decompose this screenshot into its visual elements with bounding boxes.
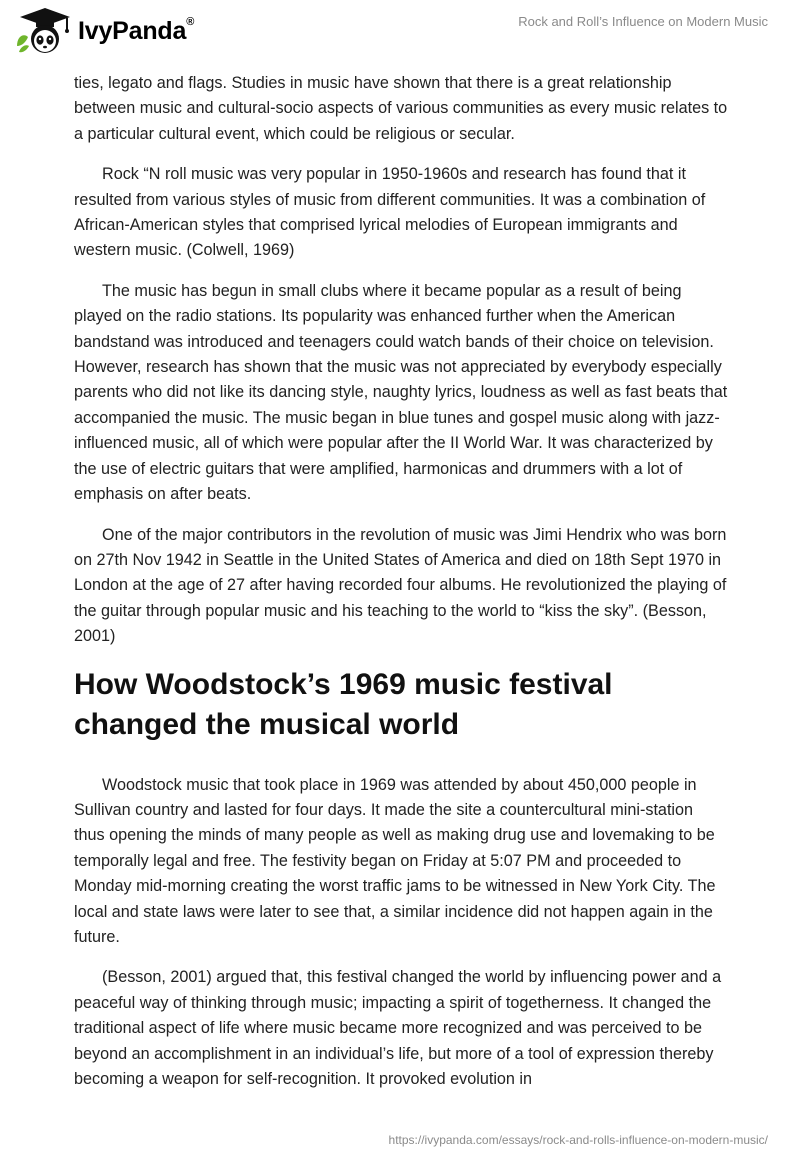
brand-logo[interactable] [14,6,194,56]
page-header [0,0,800,60]
section-heading: How Woodstock’s 1969 music festival changed the musical world [74,667,613,741]
essay-body [74,71,728,1107]
paragraph: Woodstock music that took place in 1969 was attended by about 450,000 people in Sullivan country and lasted for four days. It made the site a countercultural mini-station thus opening the minds of many people as well as making drug use and lovemaking to be temporally legal and free. The festivity began on Friday at 5:07 PM and proceeded to Monday mid-morning creating the worst traffic jams to be witnessed in New York City. The local and state laws were later to see that, a similar incidence did not happen again in the future. [74,775,716,946]
paragraph: Rock “N roll music was very popular in 1950-1960s and research has found that it resulted from various styles of music from different communities. It was a combination of African-American styles that comprised lyrical melodies of European immigrants and western music. (Colwell, 1969) [74,165,706,260]
registered-mark: ® [186,16,195,29]
paragraph: (Besson, 2001) argued that, this festival changed the world by influencing power and a peaceful way of thinking through music; impacting a spirit of togetherness. It changed the traditional aspect of life where music became more recognized and was perceived to be beyond an accomplishment in an individual’s life, but more of a tool of expression thereby becoming a weapon for self-recognition. It provoked evolution in [74,968,722,1088]
brand-name: IvyPanda® [78,16,195,45]
paragraph: ties, legato and flags. Studies in music have shown that there is a great relationship between music and cultural-socio aspects of various communities as every music relates to a particular cultural event, which could be religious or secular. [74,74,728,143]
document-title: Rock and Roll’s Influence on Modern Music [518,14,768,29]
source-url[interactable]: https://ivypanda.com/essays/rock-and-rolls-influence-on-modern-music/ [388,1133,768,1147]
paragraph: The music has begun in small clubs where it became popular as a result of being played on the radio stations. Its popularity was enhanced further when the American bandstand was introduced and teenagers could watch bands of their choice on television. However, research has shown that the music was not appreciated by everybody especially parents who did not like its dancing style, naughty lyrics, loudness as well as fast beats that accompanied the music. The music began in blue tunes and gospel music along with jazz-influenced music, all of which were popular after the II World War. It was characterized by the use of electric guitars that were amplified, harmonicas and drummers with a lot of emphasis on after beats. [74,281,728,504]
panda-graduation-cap-icon [14,6,76,56]
paragraph: One of the major contributors in the revolution of music was Jimi Hendrix who was born on 27th Nov 1942 in Seattle in the United States of America and died on 18th Sept 1970 in London at the age of 27 after having recorded four albums. He revolutionized the playing of the guitar through popular music and his teaching to the world to “kiss the sky”. (Besson, 2001) [74,525,727,646]
